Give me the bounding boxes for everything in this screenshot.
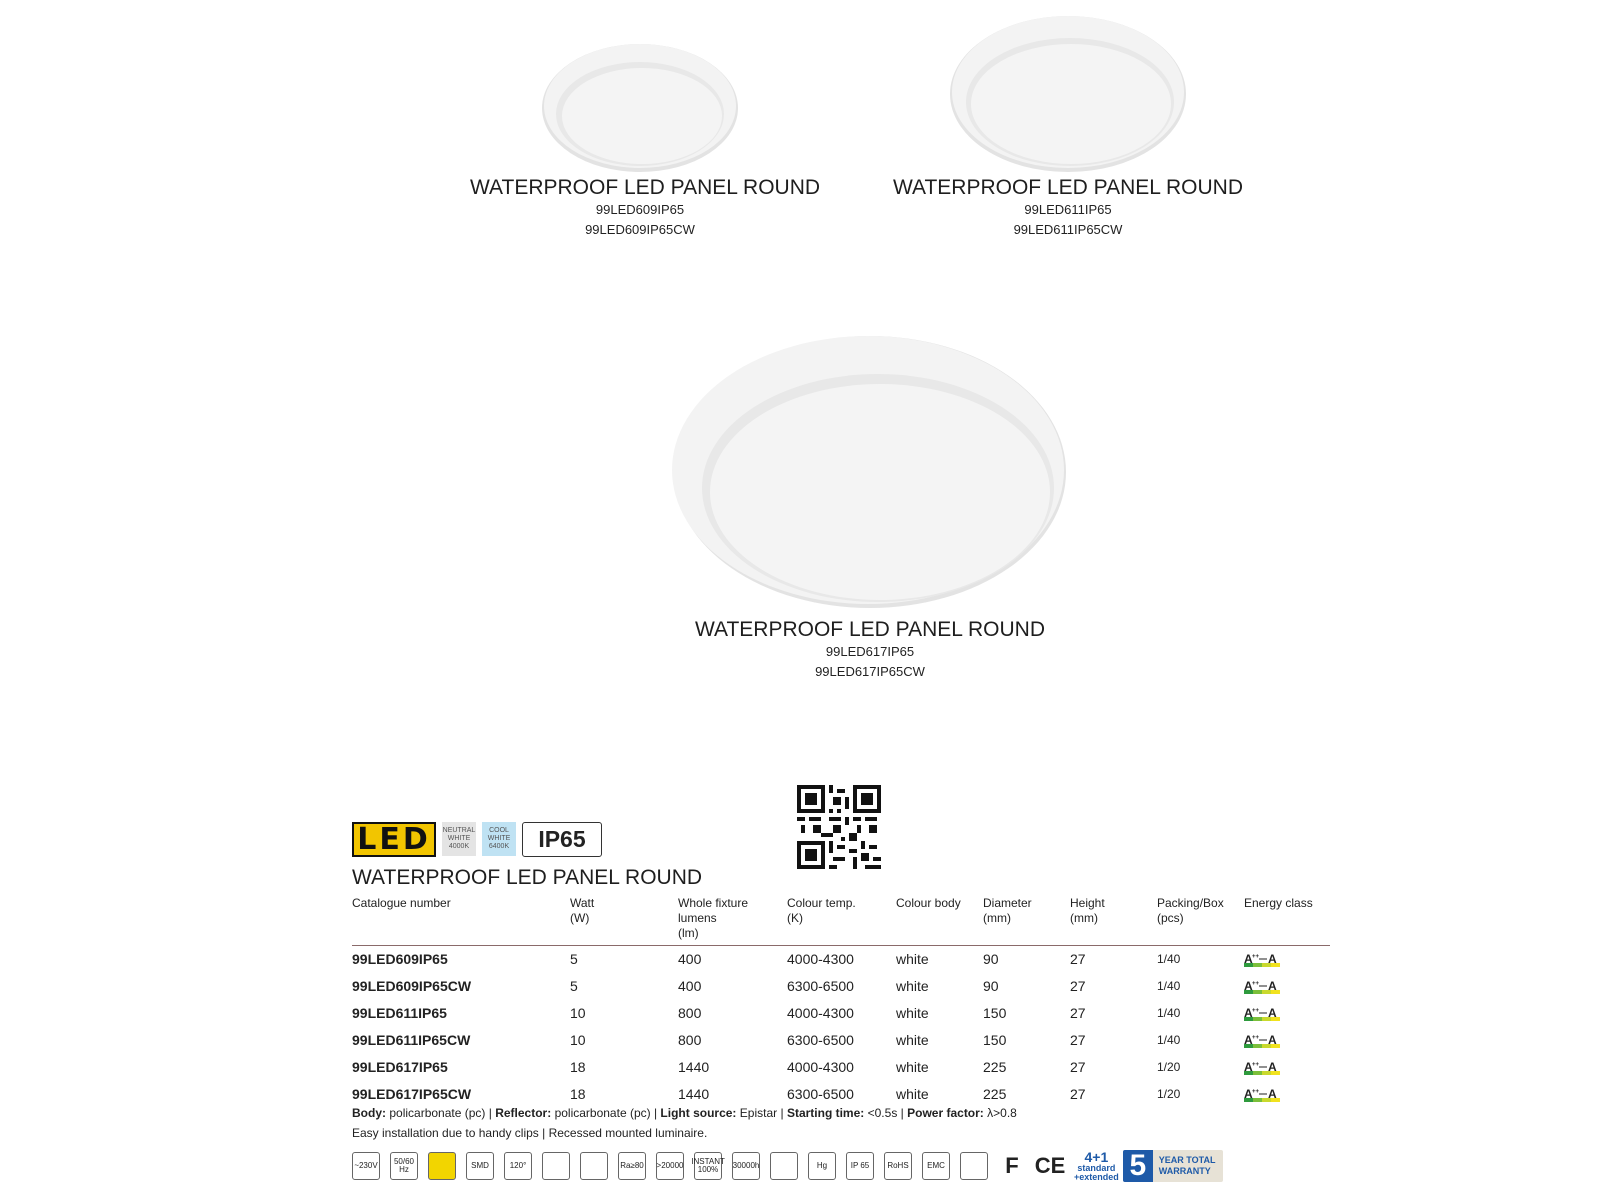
section-title: WATERPROOF LED PANEL ROUND (352, 866, 703, 889)
table-cell: 10 (570, 1032, 586, 1048)
header-label: Diameter (983, 896, 1032, 910)
table-cell: 1/40 (1157, 952, 1181, 967)
header-label: Energy class (1244, 896, 1313, 910)
badge-line: 4000K (448, 843, 470, 850)
energy-class-cell (1244, 973, 1330, 1000)
note-label: Starting time: (786, 1106, 865, 1120)
ceiling-mount-icon (542, 1152, 570, 1180)
table-row (352, 973, 1330, 1000)
table-cell: 1/40 (1157, 979, 1181, 993)
svg-text:++: ++ (1252, 953, 1260, 960)
note-value: policarbonate (pc) (554, 1106, 651, 1120)
energy-class-cell (1244, 1054, 1330, 1081)
emc-icon: EMC (922, 1152, 950, 1180)
svg-text:A: A (1244, 1059, 1253, 1074)
energy-class-cell (1244, 1081, 1330, 1108)
product-code: 99LED617IP65 (825, 644, 915, 659)
smd-icon: SMD (466, 1152, 494, 1180)
product-card-609 (470, 36, 821, 240)
badge-line: WHITE (487, 835, 511, 842)
catalogue-number-cell: 99LED611IP65CW (352, 1032, 471, 1048)
table-cell: white (896, 951, 929, 968)
indoor-icon (580, 1152, 608, 1180)
table-cell: 27 (1070, 978, 1086, 994)
svg-text:++: ++ (1252, 1034, 1260, 1041)
svg-text:++: ++ (1252, 1088, 1260, 1095)
table-row (352, 1000, 1330, 1027)
table-cell: 6300-6500 (787, 978, 854, 994)
switching-cycles-icon: >20000 (656, 1152, 684, 1180)
energy-class-icon (1244, 1033, 1280, 1049)
header-unit: (mm) (1070, 911, 1098, 925)
header-label: Height (1070, 896, 1105, 910)
table-cell: 10 (570, 1005, 586, 1021)
led-badge: LED (352, 822, 436, 857)
instant-light-icon: INSTANT 100% (694, 1152, 722, 1180)
product-title: WATERPROOF LED PANEL ROUND (694, 618, 1046, 641)
header-unit: (K) (787, 911, 803, 925)
svg-text:A: A (1268, 951, 1277, 966)
energy-class-cell (1244, 946, 1330, 973)
spec-note-installation: Easy installation due to handy clips | Recessed mounted luminaire. (352, 1126, 708, 1140)
column-header (896, 896, 983, 946)
product-code: 99LED609IP65 (595, 202, 685, 217)
energy-class-cell (1244, 1027, 1330, 1054)
header-label: Watt (570, 896, 595, 910)
catalogue-number-cell: 99LED609IP65 (352, 951, 448, 968)
table-cell: white (896, 1059, 929, 1075)
product-card-611 (888, 10, 1248, 240)
no-dimming-icon (770, 1152, 798, 1180)
table-cell: 27 (1070, 1032, 1086, 1048)
header-unit: (mm) (983, 911, 1011, 925)
table-cell: 800 (678, 1005, 702, 1021)
table-header-row (352, 896, 1330, 946)
product-card-617 (655, 330, 1085, 682)
column-header (1157, 896, 1244, 946)
badge-line: COOL (489, 827, 509, 834)
table-cell: 5 (570, 951, 578, 968)
energy-class-cell (1244, 1000, 1330, 1027)
energy-class-icon (1244, 952, 1280, 968)
table-cell: white (896, 1005, 929, 1021)
ip-rating-icon: IP 65 (846, 1152, 874, 1180)
svg-text:A: A (1244, 1005, 1253, 1020)
table-cell: 6300-6500 (787, 1086, 854, 1102)
warranty-years: 5 (1123, 1150, 1153, 1182)
catalogue-number-cell: 99LED609IP65CW (352, 978, 472, 994)
warranty-extension (1074, 1150, 1119, 1182)
header-unit: (pcs) (1157, 911, 1184, 925)
round-panel-image (670, 330, 1070, 618)
svg-text:A: A (1268, 1005, 1277, 1020)
spec-note-materials: Body: policarbonate (pc) | Reflector: policarbonate (pc) | Light source: Epistar | Starting time: <0.5s | Power factor: λ>0.8 (352, 1106, 1017, 1120)
header-unit: (W) (570, 911, 590, 925)
table-cell: 6300-6500 (787, 1032, 854, 1048)
rohs-icon: RoHS (884, 1152, 912, 1180)
driver-icon (428, 1152, 456, 1180)
table-cell: 150 (983, 1032, 1007, 1048)
svg-text:A: A (1244, 978, 1253, 993)
table-cell: 1/40 (1157, 1006, 1181, 1020)
note-label: Reflector: (495, 1106, 552, 1120)
table-cell: 400 (678, 978, 702, 994)
note-label: Light source: (660, 1106, 737, 1120)
table-cell: white (896, 1032, 929, 1048)
cri-icon: Ra≥80 (618, 1152, 646, 1180)
neutral-white-badge (442, 822, 476, 856)
header-label: Whole fixture lumens (678, 896, 749, 925)
column-header (1244, 896, 1330, 946)
note-value: <0.5s (867, 1106, 898, 1120)
table-cell: 1440 (678, 1059, 710, 1075)
table-cell: 18 (570, 1059, 586, 1075)
product-code: 99LED611IP65CW (1013, 222, 1123, 237)
class-ii-icon (960, 1152, 988, 1180)
table-cell: 4000-4300 (787, 951, 854, 968)
table-row (352, 1027, 1330, 1054)
header-label: Colour temp. (787, 896, 856, 910)
column-header (983, 896, 1070, 946)
table-row (352, 1054, 1330, 1081)
no-mercury-icon: Hg (808, 1152, 836, 1180)
note-label: Power factor: (907, 1106, 984, 1120)
badge-line: 6400K (488, 843, 510, 850)
warranty-badge (1074, 1150, 1223, 1182)
header-label: Colour body (896, 896, 961, 910)
table-cell: 27 (1070, 1059, 1086, 1075)
column-header (570, 896, 678, 946)
table-cell: 1/20 (1157, 1087, 1181, 1101)
column-header (1070, 896, 1157, 946)
column-header (352, 896, 570, 946)
frequency-icon: 50/60 Hz (390, 1152, 418, 1180)
table-cell: 90 (983, 951, 999, 968)
table-cell: 400 (678, 951, 702, 968)
qr-code[interactable] (797, 785, 881, 869)
ce-mark-icon: CE (1034, 1153, 1066, 1178)
table-cell: 1/20 (1157, 1060, 1181, 1074)
table-cell: white (896, 1086, 929, 1102)
table-row (352, 1081, 1330, 1108)
note-value: Epistar (739, 1106, 778, 1120)
header-label: Packing/Box (1157, 896, 1224, 910)
catalogue-number-cell: 99LED611IP65 (352, 1005, 447, 1021)
warranty-extended: +extended (1074, 1172, 1119, 1182)
svg-text:++: ++ (1252, 980, 1260, 987)
energy-class-icon (1244, 979, 1280, 995)
svg-text:A: A (1268, 1059, 1277, 1074)
note-value: policarbonate (pc) (389, 1106, 486, 1120)
table-row (352, 946, 1330, 973)
warranty-plus: 4+1 (1084, 1149, 1109, 1165)
warranty-label: YEAR TOTAL (1158, 1155, 1216, 1165)
table-cell: 27 (1070, 951, 1086, 968)
table-cell: 1440 (678, 1086, 710, 1102)
lifetime-icon: 30000h (732, 1152, 760, 1180)
svg-text:A: A (1244, 1086, 1253, 1101)
product-title: WATERPROOF LED PANEL ROUND (892, 176, 1244, 199)
badge-line: NEUTRAL (442, 827, 476, 834)
svg-text:++: ++ (1252, 1007, 1260, 1014)
energy-class-icon (1244, 1060, 1280, 1076)
table-cell: 5 (570, 978, 578, 994)
table-cell: 4000-4300 (787, 1005, 854, 1021)
f-mark-icon: F (998, 1152, 1026, 1180)
note-value: λ>0.8 (987, 1106, 1017, 1120)
energy-class-icon (1244, 1006, 1280, 1022)
product-code: 99LED617IP65CW (815, 664, 925, 679)
five-year-warranty (1123, 1150, 1223, 1182)
table-cell: 90 (983, 978, 999, 994)
column-header (787, 896, 896, 946)
voltage-icon: ~230V (352, 1152, 380, 1180)
table-cell: 4000-4300 (787, 1059, 854, 1075)
table-cell: 225 (983, 1086, 1007, 1102)
svg-text:A: A (1244, 951, 1253, 966)
svg-text:A: A (1268, 1086, 1277, 1101)
note-label: Body: (352, 1106, 386, 1120)
table-cell: 150 (983, 1005, 1007, 1021)
table-cell: 18 (570, 1086, 586, 1102)
svg-text:++: ++ (1252, 1061, 1260, 1068)
table-cell: 800 (678, 1032, 702, 1048)
header-label: Catalogue number (352, 896, 451, 910)
catalogue-number-cell: 99LED617IP65 (352, 1059, 448, 1075)
cool-white-badge (482, 822, 516, 856)
badge-line: WHITE (447, 835, 471, 842)
ip65-badge: IP65 (522, 822, 602, 857)
product-code: 99LED609IP65CW (585, 222, 695, 237)
beam-angle-icon: 120° (504, 1152, 532, 1180)
table-cell: 27 (1070, 1005, 1086, 1021)
warranty-standard: standard (1077, 1163, 1116, 1173)
round-panel-image (540, 36, 740, 176)
column-header (678, 896, 787, 946)
table-cell: 1/40 (1157, 1033, 1181, 1047)
catalogue-number-cell: 99LED617IP65CW (352, 1086, 472, 1102)
round-panel-image (948, 10, 1188, 176)
warranty-label: WARRANTY (1158, 1166, 1211, 1176)
header-unit: (lm) (678, 926, 699, 940)
table-cell: 27 (1070, 1086, 1086, 1102)
svg-text:A: A (1268, 1032, 1277, 1047)
svg-text:A: A (1268, 978, 1277, 993)
feature-icon-strip (352, 1150, 1223, 1182)
svg-text:A: A (1244, 1032, 1253, 1047)
table-cell: white (896, 978, 929, 994)
product-code: 99LED611IP65 (1024, 202, 1112, 217)
product-title: WATERPROOF LED PANEL ROUND (470, 176, 821, 199)
table-cell: 225 (983, 1059, 1007, 1075)
spec-table (352, 896, 1330, 1108)
feature-badges (352, 821, 602, 857)
energy-class-icon (1244, 1087, 1280, 1103)
